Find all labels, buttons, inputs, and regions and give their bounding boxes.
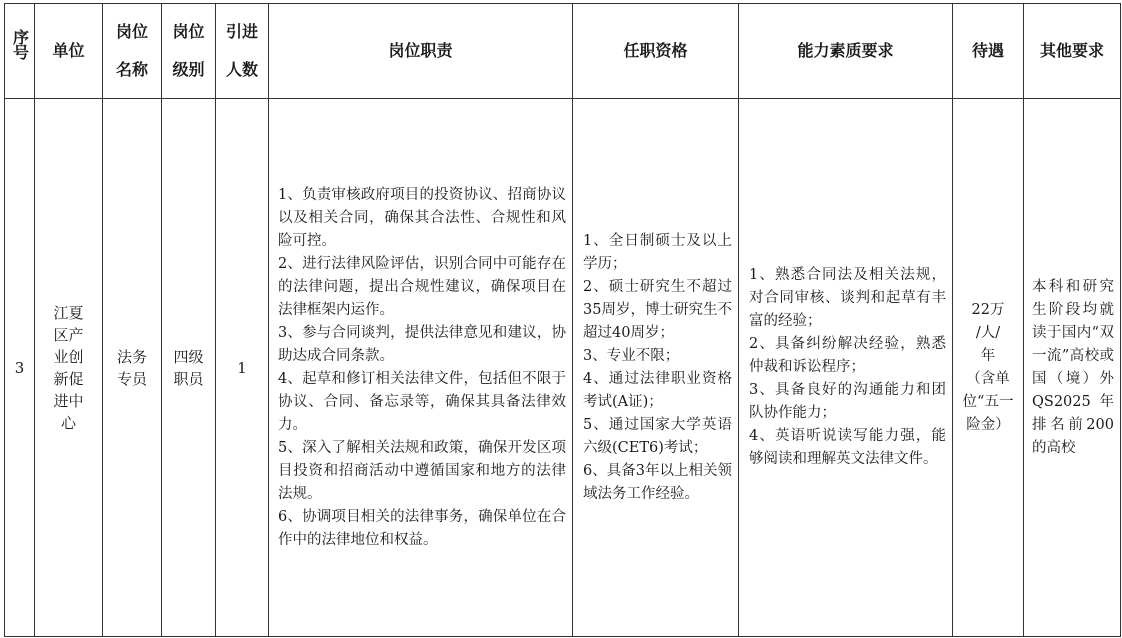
ability-item: 3、具备良好的沟通能力和团队协作能力；: [749, 382, 946, 421]
header-duties: 岗位职责: [269, 4, 573, 99]
qualification-item: 5、通过国家大学英语六级(CET6)考试；: [583, 416, 732, 456]
header-qualifications: 任职资格: [573, 4, 739, 99]
cell-job-level: 四级 职员: [162, 99, 216, 637]
header-seq: 序号: [5, 4, 35, 99]
cell-qualifications: [573, 99, 739, 637]
qualification-item: 1、全日制硕士及以上学历；: [583, 232, 732, 272]
table-row: [5, 99, 1121, 637]
ability-item: 4、英语听说读写能力强，能够阅读和理解英文法律文件。: [749, 428, 946, 467]
header-title: 岗位 名称: [103, 4, 162, 99]
cell-count: 1: [216, 99, 269, 637]
qualification-item: 6、具备3年以上相关领域法务工作经验。: [583, 462, 732, 502]
qualification-item: 3、专业不限；: [583, 347, 680, 364]
duty-item: 4、起草和修订相关法律文件，包括但不限于协议、合同、备忘录等，确保其具备法律效力。: [278, 370, 566, 433]
duty-item: 5、深入了解相关法规和政策，确保开发区项目投资和招商活动中遵循国家和地方的法律法规。: [278, 439, 566, 502]
header-abilities: 能力素质要求: [739, 4, 953, 99]
cell-duties: [269, 99, 573, 637]
cell-seq: 3: [5, 99, 35, 637]
duty-item: 3、参与合同谈判，提供法律意见和建议，协助达成合同条款。: [278, 324, 566, 364]
qualification-item: 4、通过法律职业资格考试(A证)；: [583, 370, 732, 410]
header-other: 其他要求: [1024, 4, 1121, 99]
ability-item: 1、熟悉合同法及相关法规，对合同审核、谈判和起草有丰富的经验；: [749, 267, 946, 329]
ability-item: 2、具备纠纷解决经验，熟悉仲裁和诉讼程序；: [749, 336, 946, 375]
header-level: 岗位 级别: [162, 4, 216, 99]
header-count: 引进 人数: [216, 4, 269, 99]
header-unit: 单位: [35, 4, 103, 99]
cell-job-title: 法务 专员: [103, 99, 162, 637]
duty-item: 2、进行法律风险评估，识别合同中可能存在的法律问题，提出合规性建议，确保项目在法律框架内运作。: [278, 255, 566, 318]
qualification-item: 2、硕士研究生不超过35周岁，博士研究生不超过40周岁；: [583, 278, 732, 341]
cell-unit: 江夏 区产 业创 新促 进中 心: [35, 99, 103, 637]
cell-other-requirements: 本科和研究生阶段均就读于国内“双一流”高校或国（境）外QS2025年排名前200的高校: [1024, 99, 1121, 637]
duty-item: 6、协调项目相关的法律事务，确保单位在合作中的法律地位和权益。: [278, 508, 566, 548]
cell-abilities: [739, 99, 953, 637]
cell-pay: 22万 /人/ 年 （含单 位“五一 险金）: [953, 99, 1024, 637]
duty-item: 1、负责审核政府项目的投资协议、招商协议以及相关合同，确保其合法性、合规性和风险可控。: [278, 186, 566, 249]
header-pay: 待遇: [953, 4, 1024, 99]
job-posting-table: [4, 3, 1121, 637]
header-row: [5, 4, 1121, 99]
